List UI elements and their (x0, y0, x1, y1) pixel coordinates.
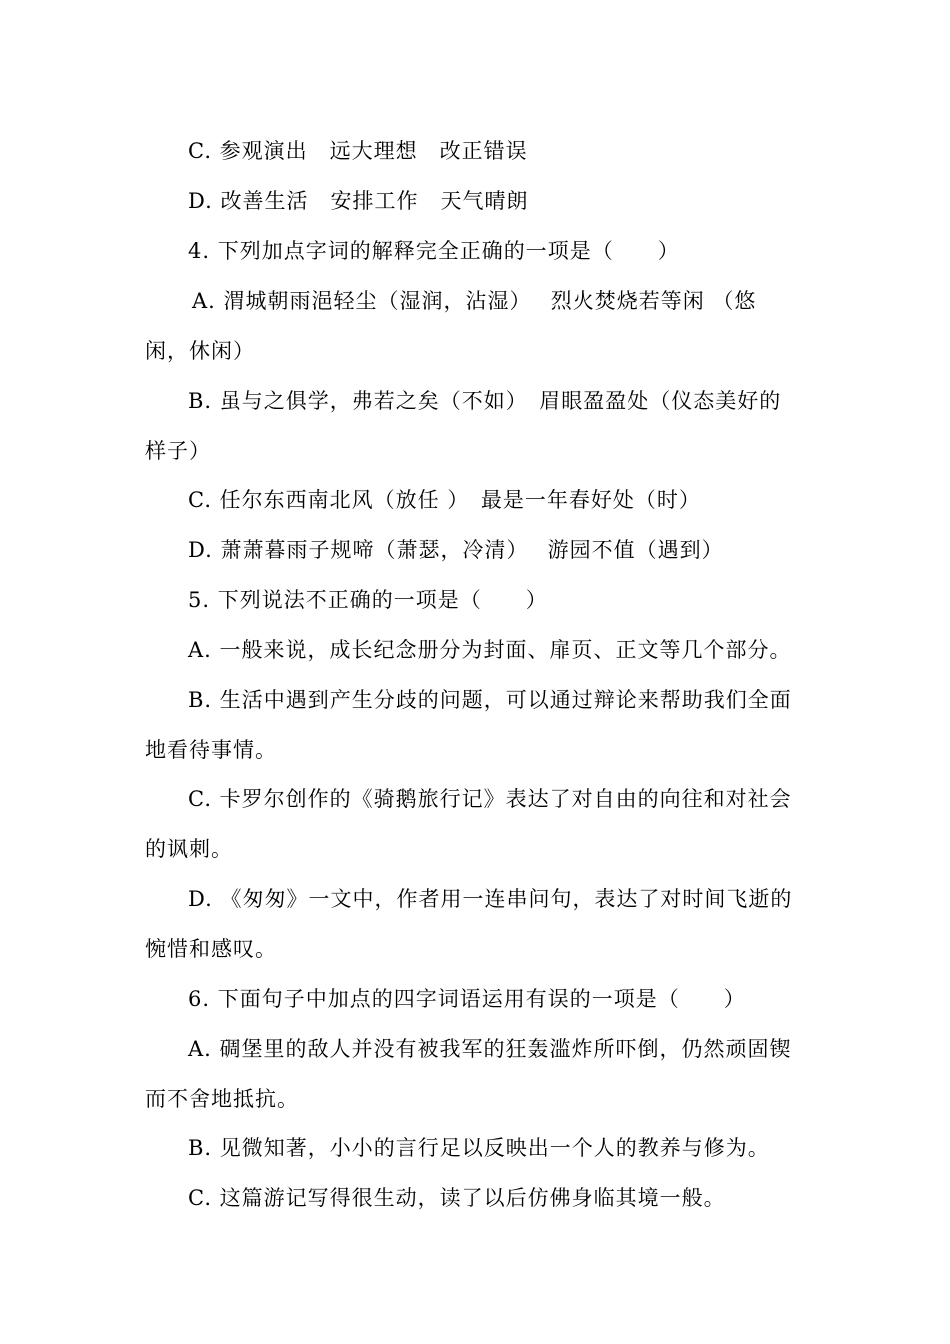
option-d-q5-line2: 惋惜和感叹。 (145, 937, 277, 961)
option-c-q5-line2: 的讽刺。 (145, 837, 233, 861)
option-a-q6-line1: A. 碉堡里的敌人并没有被我军的狂轰滥炸所吓倒，仍然顽固锲 (188, 1037, 792, 1061)
option-b-q6: B. 见微知著，小小的言行足以反映出一个人的教养与修为。 (188, 1136, 770, 1160)
option-a-q5: A. 一般来说，成长纪念册分为封面、扉页、正文等几个部分。 (188, 638, 792, 662)
question-6: 6. 下面句子中加点的四字词语运用有误的一项是（ ） (188, 987, 746, 1011)
option-d-q3: D. 改善生活 安排工作 天气晴朗 (188, 189, 529, 213)
option-d-q5-line1: D. 《匆匆》一文中，作者用一连串问句，表达了对时间飞逝的 (188, 887, 793, 911)
option-a-q4-line2: 闲，休闲） (145, 339, 255, 363)
option-b-q4-line1: B. 虽与之俱学，弗若之矣（不如） 眉眼盈盈处（仪态美好的 (188, 389, 782, 413)
option-b-q5-line1: B. 生活中遇到产生分歧的问题，可以通过辩论来帮助我们全面 (188, 688, 792, 712)
option-d-q4: D. 萧萧暮雨子规啼（萧瑟，冷清） 游园不值（遇到） (188, 538, 724, 562)
option-c-q3: C. 参观演出 远大理想 改正错误 (188, 139, 528, 163)
question-4: 4. 下列加点字词的解释完全正确的一项是（ ） (188, 239, 680, 263)
question-5: 5. 下列说法不正确的一项是（ ） (188, 588, 548, 612)
option-c-q4: C. 任尔东西南北风（放任 ） 最是一年春好处（时） (188, 488, 701, 512)
option-b-q4-line2: 样子） (145, 439, 211, 463)
option-a-q6-line2: 而不舍地抵抗。 (145, 1087, 299, 1111)
option-c-q6: C. 这篇游记写得很生动，读了以后仿佛身临其境一般。 (188, 1186, 726, 1210)
option-c-q5-line1: C. 卡罗尔创作的《骑鹅旅行记》表达了对自由的向往和对社会 (188, 787, 792, 811)
option-b-q5-line2: 地看待事情。 (145, 738, 277, 762)
option-a-q4-line1: A. 渭城朝雨浥轻尘（湿润，沾湿） 烈火焚烧若等闲 （悠 (192, 289, 757, 313)
